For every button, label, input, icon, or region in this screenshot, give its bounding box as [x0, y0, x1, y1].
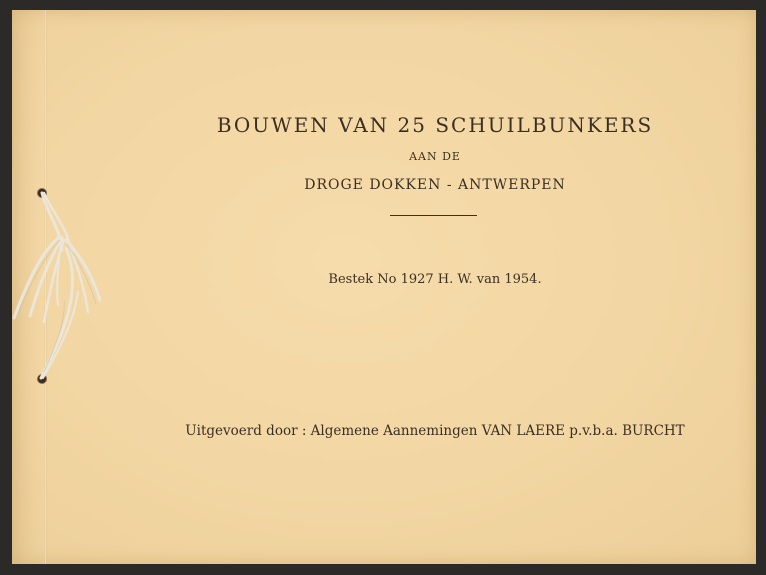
- connector-text: AAN DE: [409, 150, 461, 163]
- document-subtitle: DROGE DOKKEN - ANTWERPEN: [304, 177, 566, 193]
- reference-number: Bestek No 1927 H. W. van 1954.: [328, 272, 542, 287]
- contractor-line: Uitgevoerd door : Algemene Aannemingen VAN LAERE p.v.b.a. BURCHT: [185, 423, 685, 439]
- document-title: BOUWEN VAN 25 SCHUILBUNKERS: [216, 113, 654, 137]
